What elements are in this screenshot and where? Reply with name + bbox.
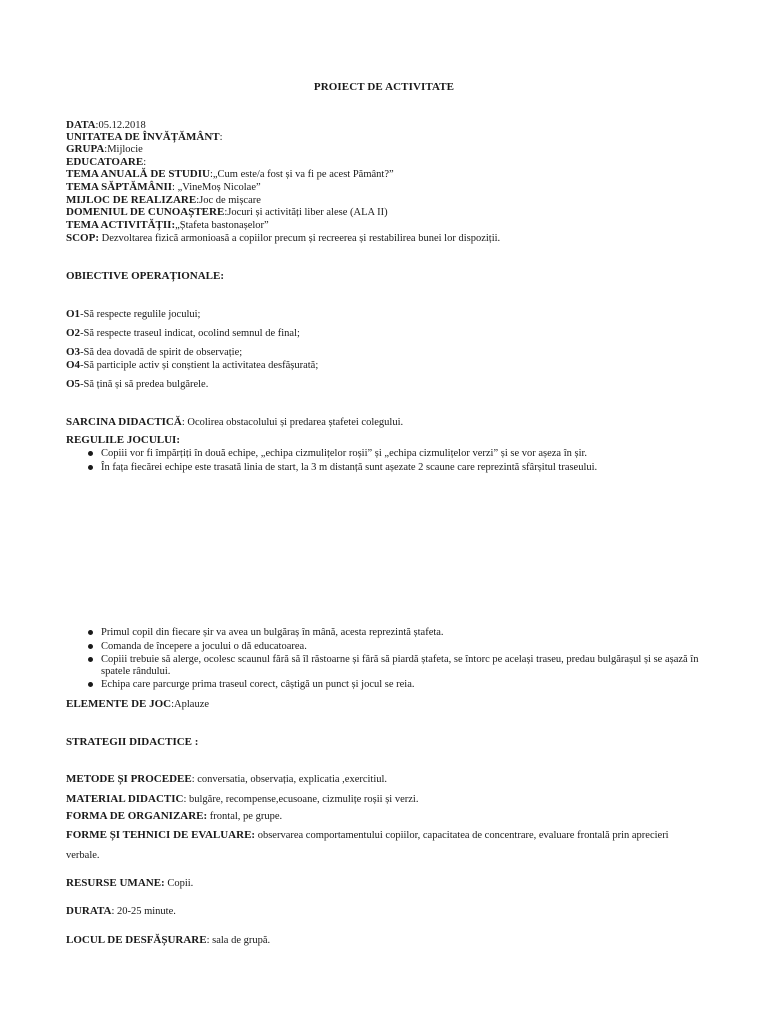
durata: DURATA: 20-25 minute. — [66, 905, 176, 917]
material-didactic: MATERIAL DIDACTIC: bulgăre, recompense,ecusoane, cizmulițe roșii și verzi. — [66, 793, 419, 805]
objective-o1: O1-Să respecte regulile jocului; — [66, 308, 201, 320]
list-item: Copiii trebuie să alerge, ocolesc scaunul fără să îl răstoarne și fără să piardă ștafeta, se întorc pe același traseu, predau bulgărașul și se așază în spatele rândului. — [66, 654, 706, 677]
bullet-icon — [88, 451, 93, 456]
list-item: Copiii vor fi împărțiți în două echipe, „echipa cizmulițelor roșii” și „echipa cizmulițelor verzi” și se vor așeza în șir. — [66, 448, 706, 460]
locul-de-desfasurare: LOCUL DE DESFĂȘURARE: sala de grupă. — [66, 934, 271, 946]
bullet-icon — [88, 630, 93, 635]
field-unitatea: UNITATEA DE ÎNVĂȚĂMÂNT: — [66, 131, 223, 143]
field-tema-anuala: TEMA ANUALĂ DE STUDIU:„Cum este/a fost și va fi pe acest Pământ?” — [66, 168, 394, 180]
field-tema-saptamanii: TEMA SĂPTĂMÂNII: „VineMoș Nicolae” — [66, 181, 261, 193]
list-item: În fața fiecărei echipe este trasată linia de start, la 3 m distanță sunt așezate 2 scaune care reprezintă sfârșitul traseului. — [66, 462, 706, 474]
reguli-heading: REGULILE JOCULUI: — [66, 434, 180, 446]
document-title: PROIECT DE ACTIVITATE — [313, 81, 455, 93]
objectives-heading: OBIECTIVE OPERAȚIONALE: — [66, 270, 225, 282]
field-scop: SCOP: Dezvoltarea fizică armonioasă a copiilor precum și recreerea și restabilirea bunei lor dispoziții. — [66, 232, 501, 244]
reguli-list-2 — [66, 627, 706, 693]
bullet-icon — [88, 682, 93, 687]
strategii-heading: STRATEGII DIDACTICE : — [66, 736, 199, 748]
list-item: Echipa care parcurge prima traseul corect, câștigă un punct și jocul se reia. — [66, 679, 706, 691]
field-grupa: GRUPA:Mijlocie — [66, 143, 143, 155]
metode-si-procedee: METODE ȘI PROCEDEE: conversatia, observația, explicatia ,exercitiul. — [66, 773, 388, 785]
forme-si-tehnici-de-evaluare: FORME ȘI TEHNICI DE EVALUARE: observarea comportamentului copiilor, capacitatea de concentrare, evaluare frontală prin aprecieri — [66, 829, 669, 841]
bullet-icon — [88, 465, 93, 470]
field-data: DATA:05.12.2018 — [66, 119, 146, 131]
field-tema-activitatii: TEMA ACTIVITĂȚII:„Ștafeta bastonașelor” — [66, 219, 269, 231]
list-item: Comanda de începere a jocului o dă educatoarea. — [66, 641, 706, 653]
forme-si-tehnici-de-evaluare-cont: verbale. — [66, 850, 100, 861]
list-item: Primul copil din fiecare șir va avea un bulgăraș în mână, acesta reprezintă ștafeta. — [66, 627, 706, 639]
resurse-umane: RESURSE UMANE: Copii. — [66, 877, 194, 889]
field-mijloc: MIJLOC DE REALIZARE:Joc de mișcare — [66, 194, 261, 206]
sarcina-didactica: SARCINA DIDACTICĂ: Ocolirea obstacolului și predarea ștafetei colegului. — [66, 416, 404, 428]
bullet-icon — [88, 657, 93, 662]
field-educatoare: EDUCATOARE: — [66, 156, 147, 168]
elemente-de-joc: ELEMENTE DE JOC:Aplauze — [66, 698, 210, 710]
objective-o3: O3-Să dea dovadă de spirit de observație; — [66, 346, 243, 358]
reguli-list-1 — [66, 448, 706, 475]
field-domeniul: DOMENIUL DE CUNOAȘTERE:Jocuri și activități liber alese (ALA II) — [66, 206, 388, 218]
objective-o2: O2-Să respecte traseul indicat, ocolind semnul de final; — [66, 327, 300, 339]
forma-de-organizare: FORMA DE ORGANIZARE: frontal, pe grupe. — [66, 810, 283, 822]
objective-o4: O4-Să participle activ și conștient la activitatea desfășurată; — [66, 359, 319, 371]
objective-o5: O5-Să țină și să predea bulgărele. — [66, 378, 209, 390]
bullet-icon — [88, 644, 93, 649]
